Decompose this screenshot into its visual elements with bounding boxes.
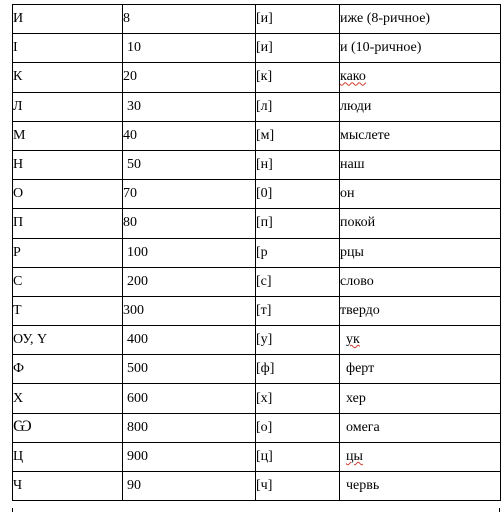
value-cell: 90 [123, 472, 256, 501]
sound-cell: [к] [256, 63, 340, 92]
value-cell: 500 [123, 355, 256, 384]
name-cell: омега [340, 413, 501, 442]
sound-cell: [н] [256, 150, 340, 179]
sound-cell: [у] [256, 326, 340, 355]
value-cell: 200 [123, 267, 256, 296]
letter-cell: Ч [13, 472, 123, 501]
letter-cell [13, 413, 123, 442]
table-row [13, 472, 501, 501]
letter-cell: Ц [13, 442, 123, 471]
church-slavonic-numeral-table [12, 4, 501, 501]
name-cell: хер [340, 384, 501, 413]
letter-cell: Т [13, 296, 123, 325]
table-row [13, 384, 501, 413]
letter-cell: Х [13, 384, 123, 413]
table-row [13, 209, 501, 238]
table-row [13, 5, 501, 34]
name-cell: рцы [340, 238, 501, 267]
name-cell [340, 442, 501, 471]
letter-cell: С [13, 267, 123, 296]
name-cell: твердо [340, 296, 501, 325]
name-text: како [340, 69, 366, 85]
sound-cell: [ф] [256, 355, 340, 384]
name-cell: наш [340, 150, 501, 179]
sound-cell: [т] [256, 296, 340, 325]
letter-cell: Ф [13, 355, 123, 384]
sound-cell: [0] [256, 180, 340, 209]
sound-cell: [р [256, 238, 340, 267]
name-cell: слово [340, 267, 501, 296]
letter-cell: П [13, 209, 123, 238]
name-cell: ферт [340, 355, 501, 384]
table-row [13, 92, 501, 121]
sound-cell: [ч] [256, 472, 340, 501]
sound-cell: [с] [256, 267, 340, 296]
letter-cell: К [13, 63, 123, 92]
value-cell: 400 [123, 326, 256, 355]
letter-cell: И [13, 5, 123, 34]
table-row [13, 442, 501, 471]
value-cell: 20 [123, 63, 256, 92]
value-cell: 30 [123, 92, 256, 121]
letter-cell: Н [13, 150, 123, 179]
sound-cell: [и] [256, 5, 340, 34]
name-cell: иже (8-ричное) [340, 5, 501, 34]
value-cell: 600 [123, 384, 256, 413]
letter-cell: ОУ, Y [13, 326, 123, 355]
table-continuation [12, 508, 500, 512]
table-row [13, 238, 501, 267]
table-row [13, 326, 501, 355]
sound-cell: [п] [256, 209, 340, 238]
sound-cell: [л] [256, 92, 340, 121]
table-row [13, 180, 501, 209]
value-cell: 10 [123, 34, 256, 63]
sound-cell: [и] [256, 34, 340, 63]
letter-cell: Л [13, 92, 123, 121]
name-text: цы [346, 448, 363, 464]
name-cell: червь [340, 472, 501, 501]
letter-cell: Р [13, 238, 123, 267]
sound-cell: [м] [256, 121, 340, 150]
name-text: ук [346, 332, 360, 348]
name-cell: он [340, 180, 501, 209]
name-cell: мыслете [340, 121, 501, 150]
letter-cell: О [13, 180, 123, 209]
sound-cell: [ц] [256, 442, 340, 471]
letter-cell: I [13, 34, 123, 63]
name-cell: люди [340, 92, 501, 121]
name-cell: покой [340, 209, 501, 238]
table-row [13, 150, 501, 179]
sound-cell: [о] [256, 413, 340, 442]
value-cell: 300 [123, 296, 256, 325]
table-row [13, 355, 501, 384]
name-cell [340, 63, 501, 92]
value-cell: 800 [123, 413, 256, 442]
table-row [13, 63, 501, 92]
table-row [13, 121, 501, 150]
value-cell: 100 [123, 238, 256, 267]
name-cell [340, 326, 501, 355]
value-cell: 900 [123, 442, 256, 471]
sound-cell: [х] [256, 384, 340, 413]
name-cell: и (10-ричное) [340, 34, 501, 63]
value-cell: 80 [123, 209, 256, 238]
value-cell: 50 [123, 150, 256, 179]
value-cell: 8 [123, 5, 256, 34]
table-row [13, 413, 501, 442]
table-row [13, 267, 501, 296]
letter-cell: М [13, 121, 123, 150]
value-cell: 40 [123, 121, 256, 150]
table-row [13, 296, 501, 325]
omega-letter: Ѡ [13, 418, 32, 436]
value-cell: 70 [123, 180, 256, 209]
table-row [13, 34, 501, 63]
